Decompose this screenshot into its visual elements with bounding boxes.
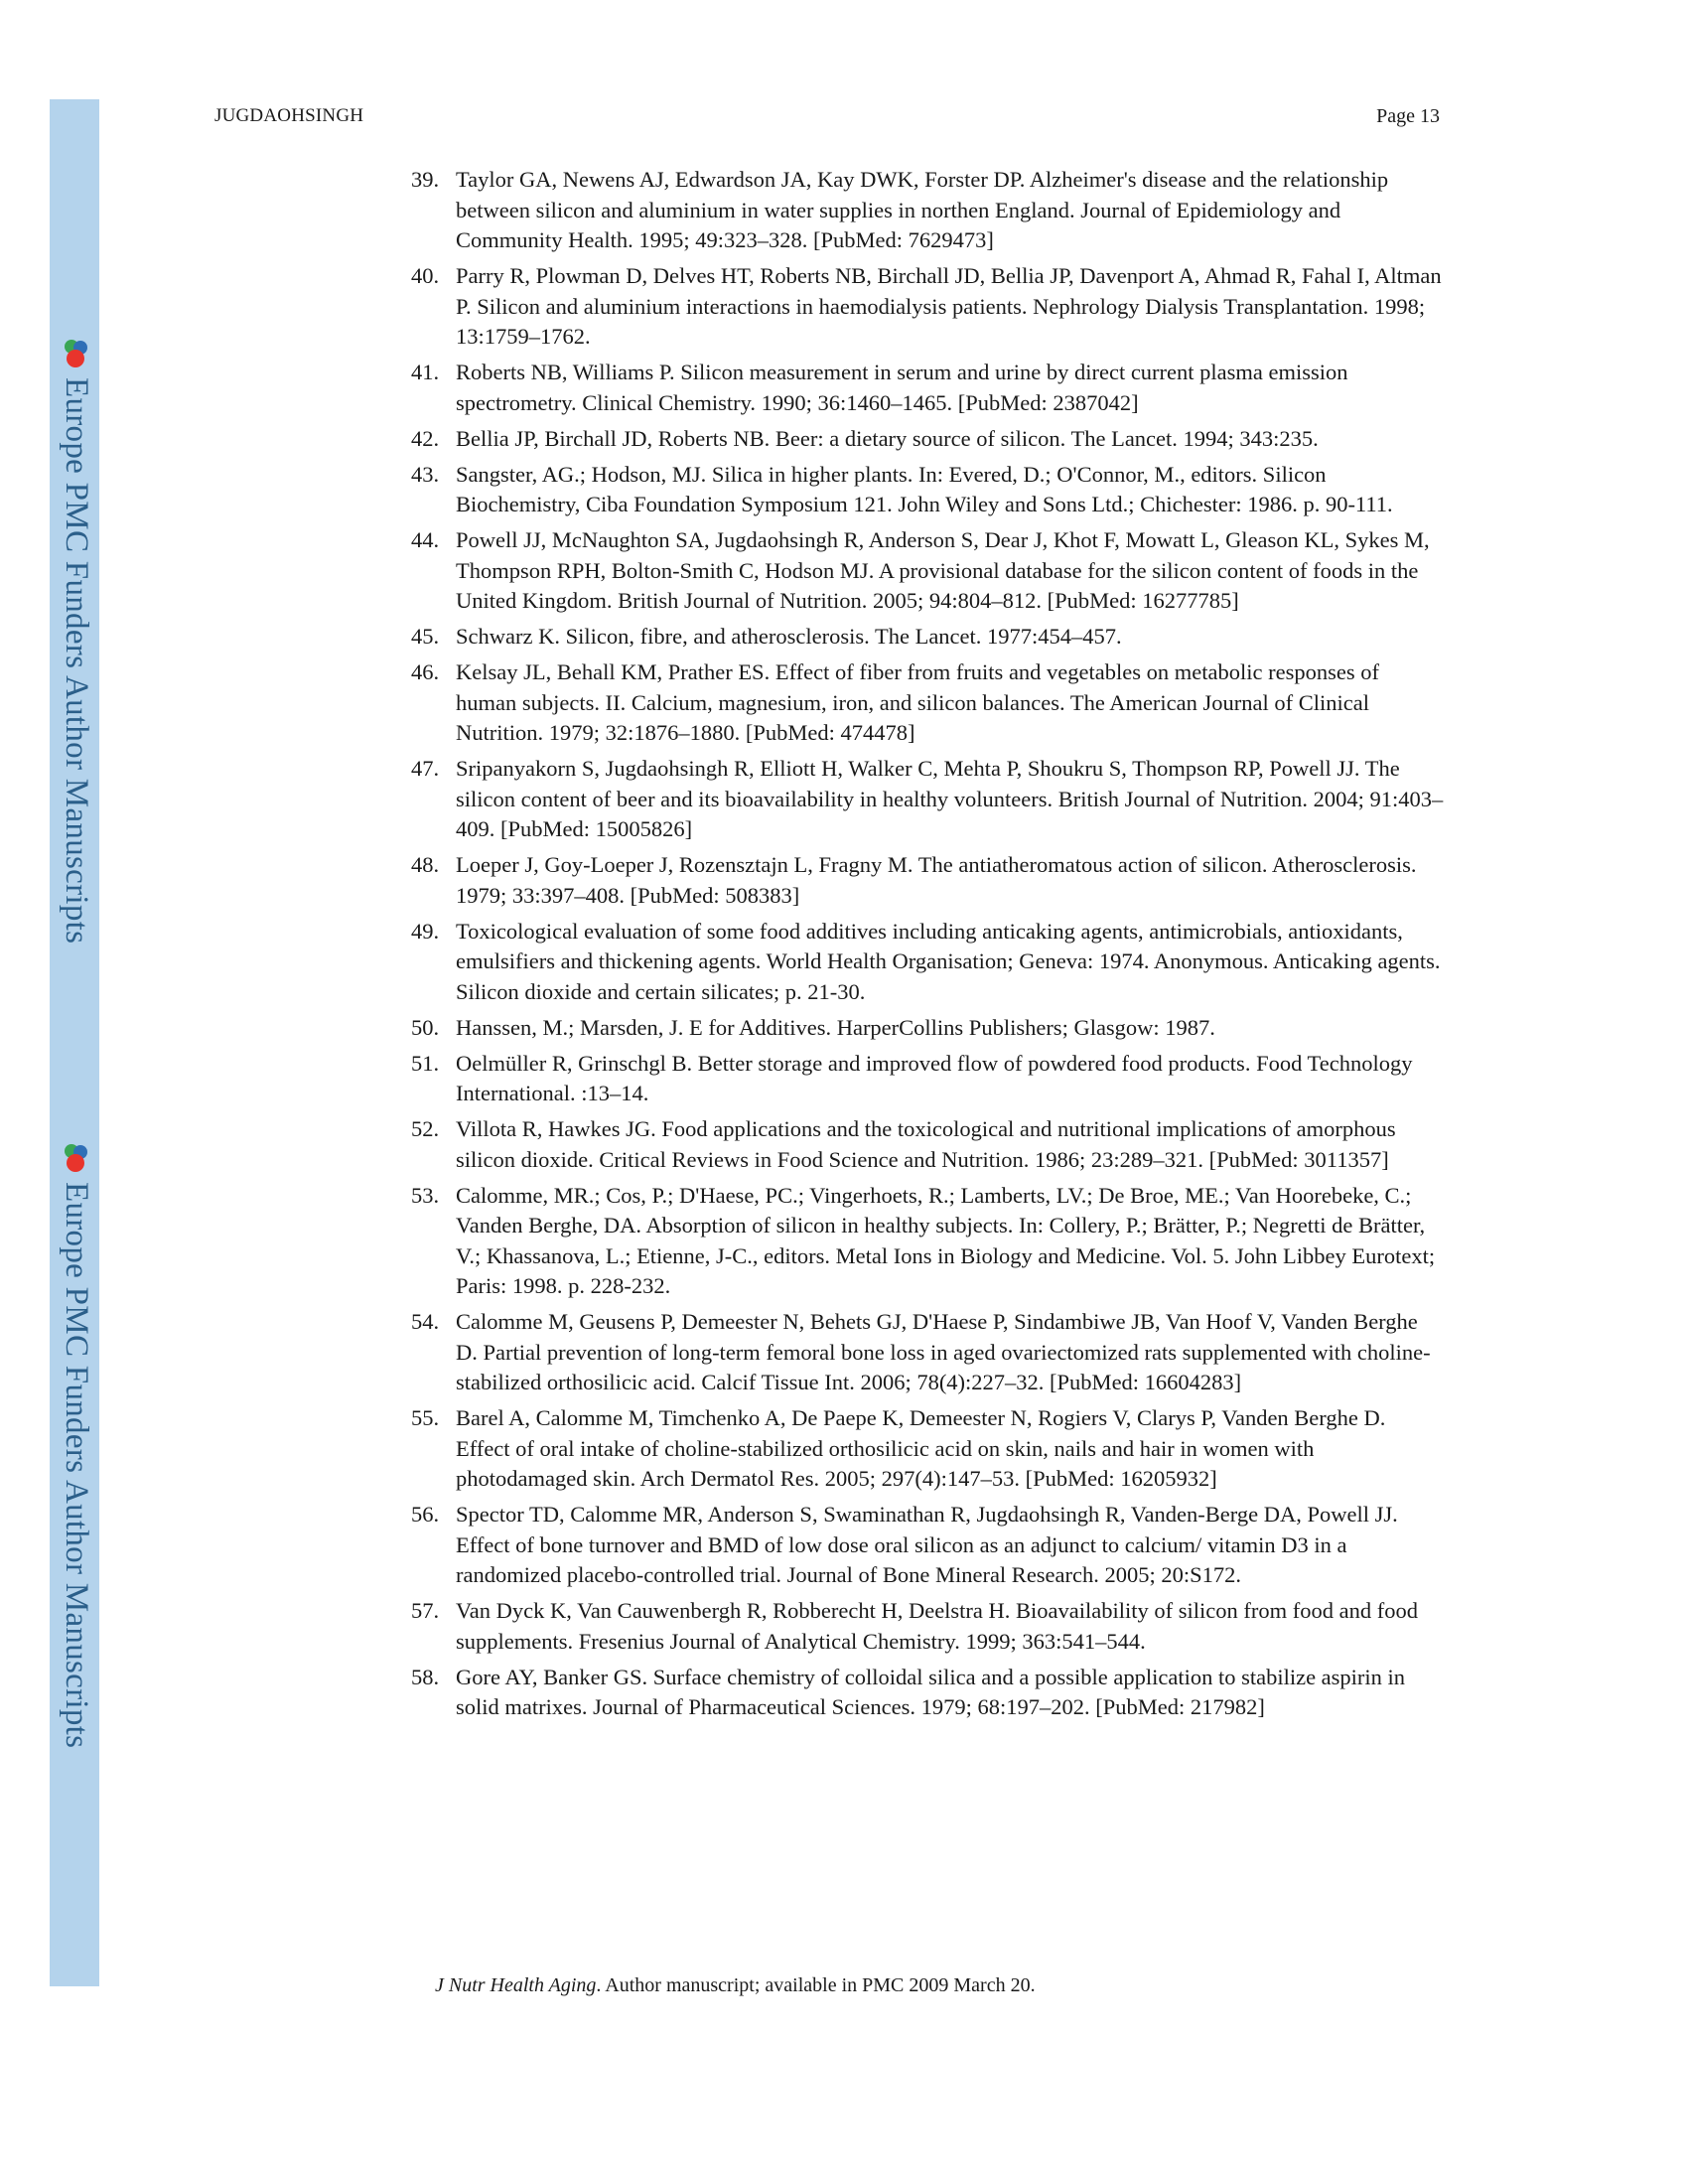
reference-number: 49. [411,918,440,944]
reference-item [411,1114,1444,1175]
reference-item [411,261,1444,353]
reference-number: 42. [411,425,440,451]
reference-item [411,1307,1444,1398]
reference-text: Calomme, MR.; Cos, P.; D'Haese, PC.; Vingerhoets, R.; Lamberts, LV.; De Broe, ME.; Van Hoorebeke, C.; Vanden Berghe, DA. Absorption of silicon in healthy subjects. In: Collery, P.; Brätter, P.; Negretti de Brätter, V.; Khassanova, L.; Etienne, J-C., editors. Metal Ions in Biology and Medicine. Vol. 5. John Libbey Eurotext; Paris: 1998. p. 228-232. [456,1182,1436,1298]
reference-number: 45. [411,624,440,649]
reference-item [411,165,1444,256]
reference-number: 40. [411,263,440,288]
reference-list [411,165,1444,1728]
reference-item [411,1403,1444,1495]
footer-citation [435,1974,1036,1997]
reference-text: Oelmüller R, Grinschgl B. Better storage and improved flow of powdered food products. Food Technology International. :13–14. [456,1050,1413,1105]
reference-text: Bellia JP, Birchall JD, Roberts NB. Beer: a dietary source of silicon. The Lancet. 1994; 343:235. [456,425,1319,451]
reference-item [411,460,1444,520]
reference-text: Barel A, Calomme M, Timchenko A, De Paepe K, Demeester N, Rogiers V, Clarys P, Vanden Berghe D. Effect of oral intake of choline-stabilized orthosilicic acid on skin, nails and hair in women with photodamaged skin. Arch Dermatol Res. 2005; 297(4):147–53. [PubMed: 16205932] [456,1405,1386,1491]
reference-number: 57. [411,1598,440,1623]
sidebar-label: Europe PMC Funders Author Manuscripts [59,1182,94,1749]
reference-text: Villota R, Hawkes JG. Food applications and the toxicological and nutritional implications of amorphous silicon dioxide. Critical Reviews in Food Science and Nutrition. 1986; 23:289–321. [PubMed: 3011357] [456,1116,1396,1172]
reference-item [411,657,1444,749]
footer-availability: . Author manuscript; available in PMC 2009 March 20. [596,1974,1036,1996]
reference-item [411,358,1444,418]
reference-item [411,1500,1444,1591]
reference-item [411,917,1444,1008]
reference-number: 41. [411,360,440,384]
reference-number: 43. [411,461,440,487]
reference-item [411,850,1444,911]
reference-item [411,1013,1444,1044]
sidebar-label: Europe PMC Funders Author Manuscripts [59,377,94,945]
reference-text: Spector TD, Calomme MR, Anderson S, Swaminathan R, Jugdaohsingh R, Vanden-Berge DA, Powell JJ. Effect of bone turnover and BMD of low dose oral silicon as an adjunct to calcium/ vitamin D3 in a randomized placebo-controlled trial. Journal of Bone Mineral Research. 2005; 20:S172. [456,1502,1398,1587]
reference-text: Van Dyck K, Van Cauwenbergh R, Robberecht H, Deelstra H. Bioavailability of silicon from food and food supplements. Fresenius Journal of Analytical Chemistry. 1999; 363:541–544. [456,1598,1418,1654]
reference-number: 44. [411,527,440,552]
reference-item [411,1663,1444,1723]
reference-number: 56. [411,1502,440,1527]
reference-text: Sripanyakorn S, Jugdaohsingh R, Elliott H, Walker C, Mehta P, Shoukru S, Thompson RP, Powell JJ. The silicon content of beer and its bioavailability in healthy volunteers. British Journal of Nutrition. 2004; 91:403–409. [PubMed: 15005826] [456,756,1444,841]
reference-text: Parry R, Plowman D, Delves HT, Roberts NB, Birchall JD, Bellia JP, Davenport A, Ahmad R, Fahal I, Altman P. Silicon and aluminium interactions in haemodialysis patients. Nephrology Dialysis Transplantation. 1998; 13:1759–1762. [456,263,1442,349]
reference-text: Taylor GA, Newens AJ, Edwardson JA, Kay DWK, Forster DP. Alzheimer's disease and the relationship between silicon and aluminium in water supplies in northen England. Journal of Epidemiology and Community Health. 1995; 49:323–328. [PubMed: 7629473] [456,167,1389,252]
reference-text: Calomme M, Geusens P, Demeester N, Behets GJ, D'Haese P, Sindambiwe JB, Van Hoof V, Vanden Berghe D. Partial prevention of long-term femoral bone loss in aged ovariectomized rats supplemented with choline-stabilized orthosilicic acid. Calcif Tissue Int. 2006; 78(4):227–32. [PubMed: 16604283] [456,1309,1431,1394]
reference-number: 39. [411,167,440,192]
reference-number: 48. [411,852,440,877]
page-number: Page 13 [1376,105,1440,127]
reference-text: Gore AY, Banker GS. Surface chemistry of colloidal silica and a possible application to stabilize aspirin in solid matrixes. Journal of Pharmaceutical Sciences. 1979; 68:197–202. [PubMed: 217982] [456,1664,1406,1719]
sidebar-block [50,338,99,1033]
reference-number: 51. [411,1050,440,1076]
reference-number: 52. [411,1116,440,1141]
reference-text: Loeper J, Goy-Loeper J, Rozensztajn L, Fragny M. The antiatheromatous action of silicon. Atherosclerosis. 1979; 33:397–408. [PubMed: 508383] [456,852,1417,908]
reference-item [411,424,1444,455]
reference-number: 46. [411,659,440,684]
reference-number: 50. [411,1014,440,1040]
reference-text: Powell JJ, McNaughton SA, Jugdaohsingh R, Anderson S, Dear J, Khot F, Mowatt L, Gleason KL, Sykes M, Thompson RPH, Bolton-Smith C, Hodson MJ. A provisional database for the silicon content of foods in the United Kingdom. British Journal of Nutrition. 2005; 94:804–812. [PubMed: 16277785] [456,527,1430,613]
reference-number: 58. [411,1664,440,1689]
reference-item [411,1181,1444,1302]
reference-item [411,525,1444,617]
reference-text: Kelsay JL, Behall KM, Prather ES. Effect of fiber from fruits and vegetables on metabolic responses of human subjects. II. Calcium, magnesium, iron, and silicon balances. The American Journal of Clinical Nutrition. 1979; 32:1876–1880. [PubMed: 474478] [456,659,1379,745]
reference-text: Schwarz K. Silicon, fibre, and atherosclerosis. The Lancet. 1977:454–457. [456,624,1122,649]
reference-text: Hanssen, M.; Marsden, J. E for Additives. HarperCollins Publishers; Glasgow: 1987. [456,1014,1215,1040]
reference-item [411,754,1444,845]
europe-pmc-logo-icon [61,1142,90,1174]
reference-text: Toxicological evaluation of some food additives including anticaking agents, antimicrobials, antioxidants, emulsifiers and thickening agents. World Health Organisation; Geneva: 1974. Anonymous. Anticaking agents. Silicon dioxide and certain silicates; p. 21-30. [456,918,1441,1004]
sidebar-block [50,1142,99,1837]
running-title: JUGDAOHSINGH [214,105,364,126]
reference-number: 53. [411,1182,440,1208]
footer-journal: J Nutr Health Aging [435,1974,597,1996]
reference-number: 54. [411,1309,440,1334]
reference-text: Sangster, AG.; Hodson, MJ. Silica in higher plants. In: Evered, D.; O'Connor, M., editors. Silicon Biochemistry, Ciba Foundation Symposium 121. John Wiley and Sons Ltd.; Chichester: 1986. p. 90-111. [456,461,1393,516]
reference-number: 55. [411,1405,440,1430]
manuscript-sidebar [50,99,99,1986]
reference-item [411,1049,1444,1109]
europe-pmc-logo-icon [61,338,90,369]
reference-text: Roberts NB, Williams P. Silicon measurement in serum and urine by direct current plasma emission spectrometry. Clinical Chemistry. 1990; 36:1460–1465. [PubMed: 2387042] [456,360,1348,415]
reference-number: 47. [411,756,440,781]
reference-item [411,1596,1444,1657]
reference-item [411,622,1444,653]
